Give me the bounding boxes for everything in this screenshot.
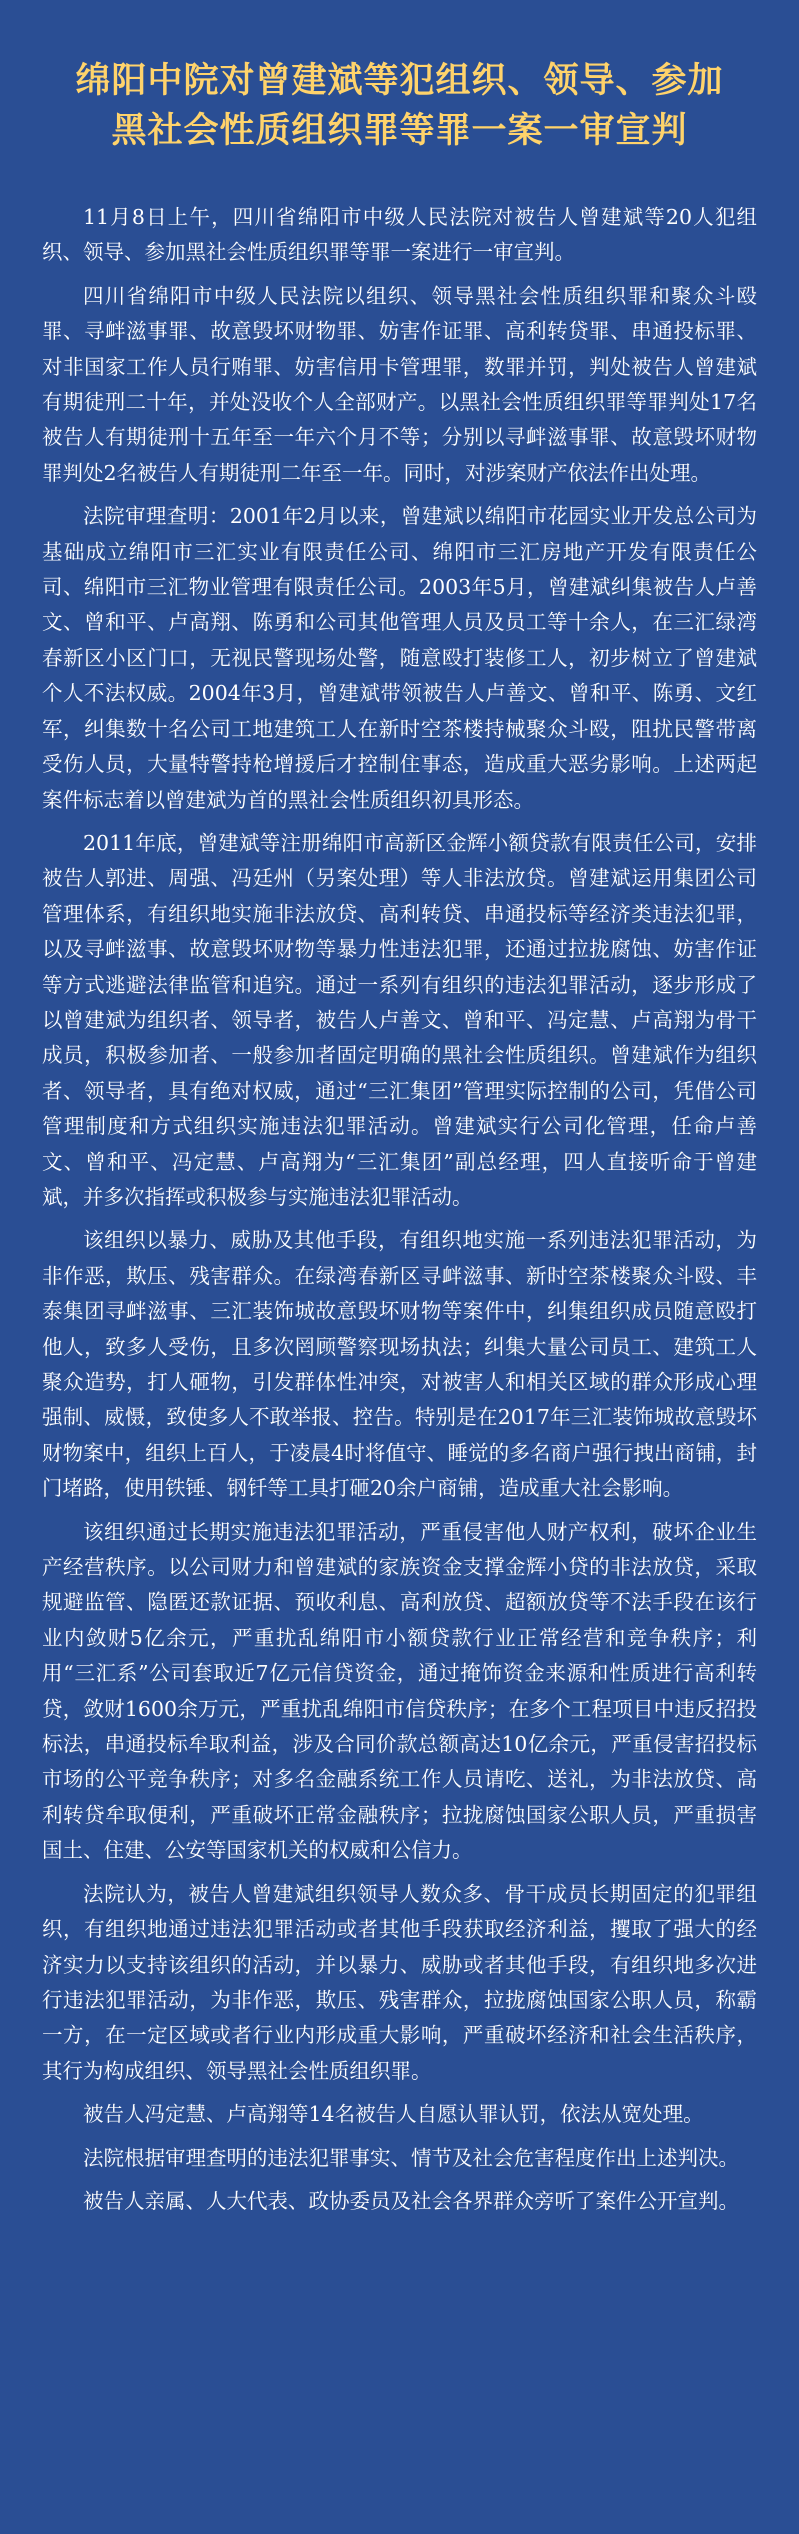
paragraph-announcement: 11月8日上午，四川省绵阳市中级人民法院对被告人曾建斌等20人犯组织、领导、参加黑社会性质组织罪等罪一案进行一审宣判。 — [42, 205, 757, 265]
paragraph-organization: 2011年底，曾建斌等注册绵阳市高新区金辉小额贷款有限责任公司，安排被告人郭进、周强、冯廷州（另案处理）等人非法放贷。曾建斌运用集团公司管理体系，有组织地实施非法放贷、高利转贷、串通投标等经济类违法犯罪，以及寻衅滋事、故意毁坏财物等暴力性违法犯罪，还通过拉拢腐蚀、妨害作证等方式逃避法律监管和追究。通过一系列有组织的违法犯罪活动，逐步形成了以曾建斌为组织者、领导者，被告人卢善文、曾和平、冯定慧、卢高翔为骨干成员，积极参加者、一般参加者固定明确的黑社会性质组织。曾建斌作为组织者、领导者，具有绝对权威，通过“三汇集团”管理实际控制的公司，凭借公司管理制度和方式组织实施违法犯罪活动。曾建斌实行公司化管理，任命卢善文、曾和平、冯定慧、卢高翔为“三汇集团”副总经理，四人直接听命于曾建斌，并多次指挥或积极参与实施违法犯罪活动。 — [42, 830, 757, 1209]
article-title — [42, 56, 757, 156]
title-line-2: 黑社会性质组织罪等罪一案一审宣判 — [111, 111, 688, 151]
paragraph-economic-crimes: 该组织通过长期实施违法犯罪活动，严重侵害他人财产权利，破坏企业生产经营秩序。以公司财力和曾建斌的家族资金支撑金辉小贷的非法放贷，采取规避监管、隐匿还款证据、预收利息、高利放贷、超额放贷等不法手段在该行业内敛财5亿余元，严重扰乱绵阳市小额贷款行业正常经营和竞争秩序；利用“三汇系”公司套取近7亿元信贷资金，通过掩饰资金来源和性质进行高利转贷，敛财1600余万元，严重扰乱绵阳市信贷秩序；在多个工程项目中违反招投标法，串通投标牟取利益，涉及合同价款总额高达10亿余元，严重侵害招投标市场的公平竞争秩序；对多名金融系统工作人员请吃、送礼，为非法放贷、高利转贷牟取便利，严重破坏正常金融秩序；拉拢腐蚀国家公职人员，严重损害国土、住建、公安等国家机关的权威和公信力。 — [42, 1519, 757, 1863]
title-line-1: 绵阳中院对曾建斌等犯组织、领导、参加 — [75, 61, 724, 101]
paragraph-leniency: 被告人冯定慧、卢高翔等14名被告人自愿认罪认罚，依法从宽处理。 — [83, 2102, 704, 2127]
paragraph-findings: 法院审理查明：2001年2月以来，曾建斌以绵阳市花园实业开发总公司为基础成立绵阳市三汇实业有限责任公司、绵阳市三汇房地产开发有限责任公司、绵阳市三汇物业管理有限责任公司。2003年5月，曾建斌纠集被告人卢善文、曾和平、卢高翔、陈勇和公司其他管理人员及员工等十余人，在三汇绿湾春新区小区门口，无视民警现场处警，随意殴打装修工人，初步树立了曾建斌个人不法权威。2004年3月，曾建斌带领被告人卢善文、曾和平、陈勇、文红军，纠集数十名公司工地建筑工人在新时空茶楼持械聚众斗殴，阻扰民警带离受伤人员，大量特警持枪增援后才控制住事态，造成重大恶劣影响。上述两起案件标志着以曾建斌为首的黑社会性质组织初具形态。 — [42, 504, 757, 812]
paragraph-violence: 该组织以暴力、威胁及其他手段，有组织地实施一系列违法犯罪活动，为非作恶，欺压、残害群众。在绿湾春新区寻衅滋事、新时空茶楼聚众斗殴、丰泰集团寻衅滋事、三汇装饰城故意毁坏财物等案件中，纠集组织成员随意殴打他人，致多人受伤，且多次罔顾警察现场执法；纠集大量公司员工、建筑工人聚众造势，打人砸物，引发群体性冲突，对被害人和相关区域的群众形成心理强制、威慑，致使多人不敢举报、控告。特别是在2017年三汇装饰城故意毁坏财物案中，组织上百人，于凌晨4时将值守、睡觉的多名商户强行拽出商铺，封门堵路，使用铁锤、钢钎等工具打砸20余户商铺，造成重大社会影响。 — [42, 1228, 757, 1501]
paragraph-sentence: 四川省绵阳市中级人民法院以组织、领导黑社会性质组织罪和聚众斗殴罪、寻衅滋事罪、故意毁坏财物罪、妨害作证罪、高利转贷罪、串通投标罪、对非国家工作人员行贿罪、妨害信用卡管理罪，数罪并罚，判处被告人曾建斌有期徒刑二十年，并处没收个人全部财产。以黑社会性质组织罪等罪判处17名被告人有期徒刑十五年至一年六个月不等；分别以寻衅滋事罪、故意毁坏财物罪判处2名被告人有期徒刑二年至一年。同时，对涉案财产依法作出处理。 — [42, 283, 757, 485]
article-body — [42, 200, 757, 2219]
paragraph-public-hearing: 被告人亲属、人大代表、政协委员及社会各界群众旁听了案件公开宣判。 — [83, 2188, 739, 2213]
paragraph-judgment-basis: 法院根据审理查明的违法犯罪事实、情节及社会危害程度作出上述判决。 — [83, 2145, 739, 2170]
paragraph-court-opinion: 法院认为，被告人曾建斌组织领导人数众多、骨干成员长期固定的犯罪组织，有组织地通过违法犯罪活动或者其他手段获取经济利益，攫取了强大的经济实力以支持该组织的活动，并以暴力、威胁或者其他手段，有组织地多次进行违法犯罪活动，为非作恶，欺压、残害群众，拉拢腐蚀国家公职人员，称霸一方，在一定区域或者行业内形成重大影响，严重破坏经济和社会生活秩序，其行为构成组织、领导黑社会性质组织罪。 — [42, 1881, 757, 2083]
